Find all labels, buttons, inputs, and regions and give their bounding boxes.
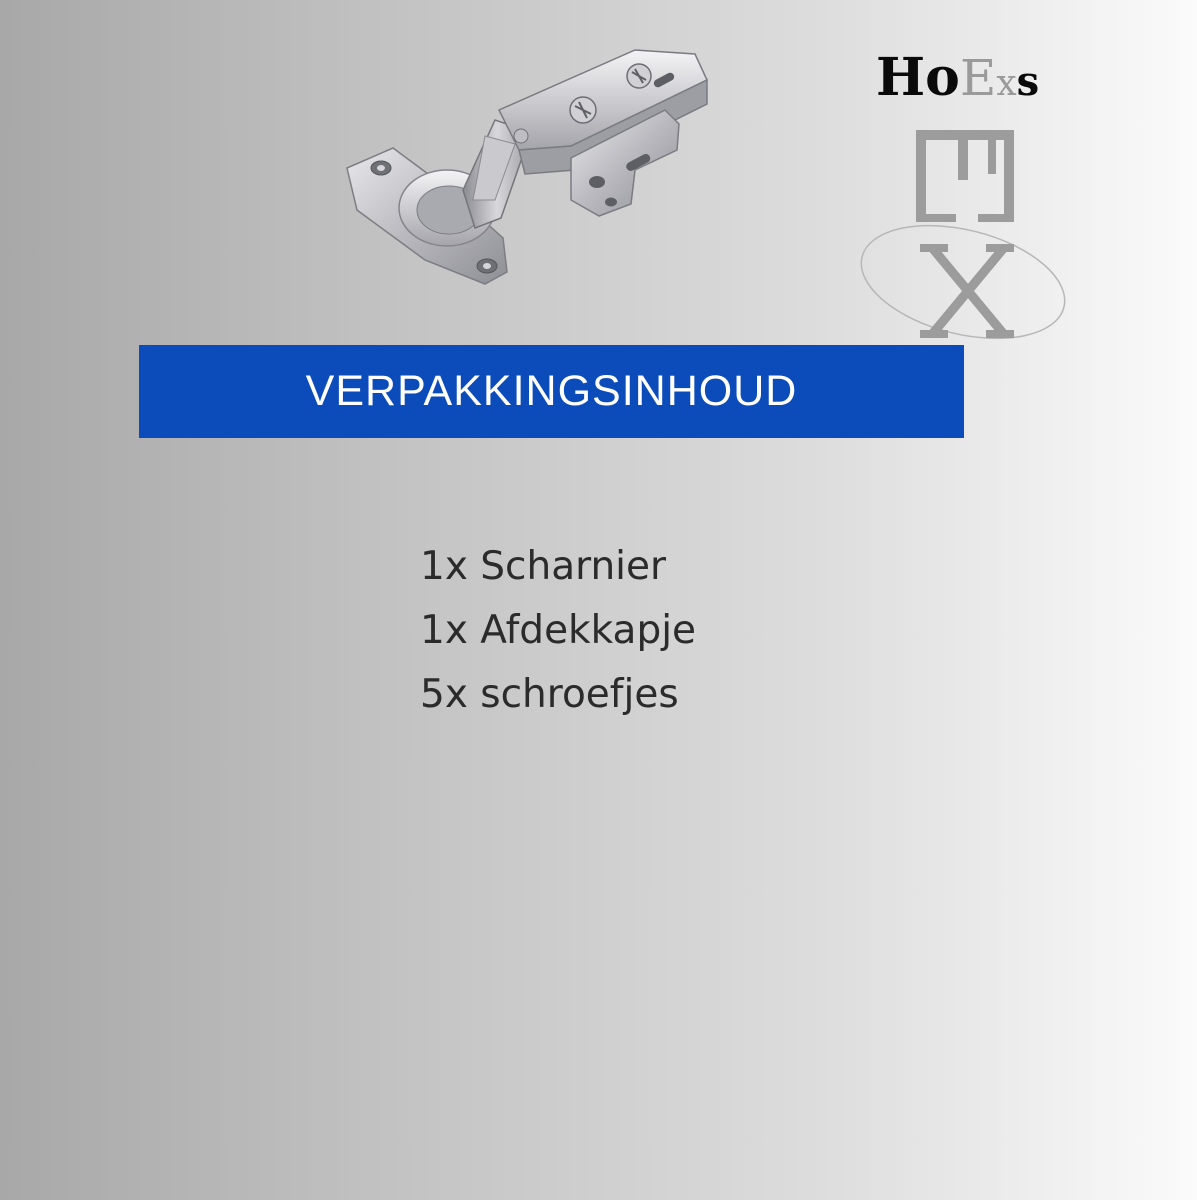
list-item: 1x Scharnier: [420, 544, 667, 589]
brand-wordmark: [876, 48, 1039, 114]
package-contents-list: [420, 535, 696, 727]
logo-part-ho: Ho: [876, 47, 960, 108]
brand-mark-icon: [858, 110, 1073, 350]
logo-part-s: s: [1016, 58, 1040, 105]
cabinet-hinge-icon: [335, 40, 715, 320]
banner-title: VERPAKKINGSINHOUD: [305, 367, 798, 415]
list-item: 5x schroefjes: [420, 672, 679, 717]
list-item: 1x Afdekkapje: [420, 608, 697, 653]
logo-part-e: E: [959, 49, 997, 107]
product-image: [335, 40, 715, 320]
logo-part-x: x: [996, 63, 1017, 104]
section-banner: [139, 345, 964, 438]
brand-logo: [858, 40, 1073, 350]
